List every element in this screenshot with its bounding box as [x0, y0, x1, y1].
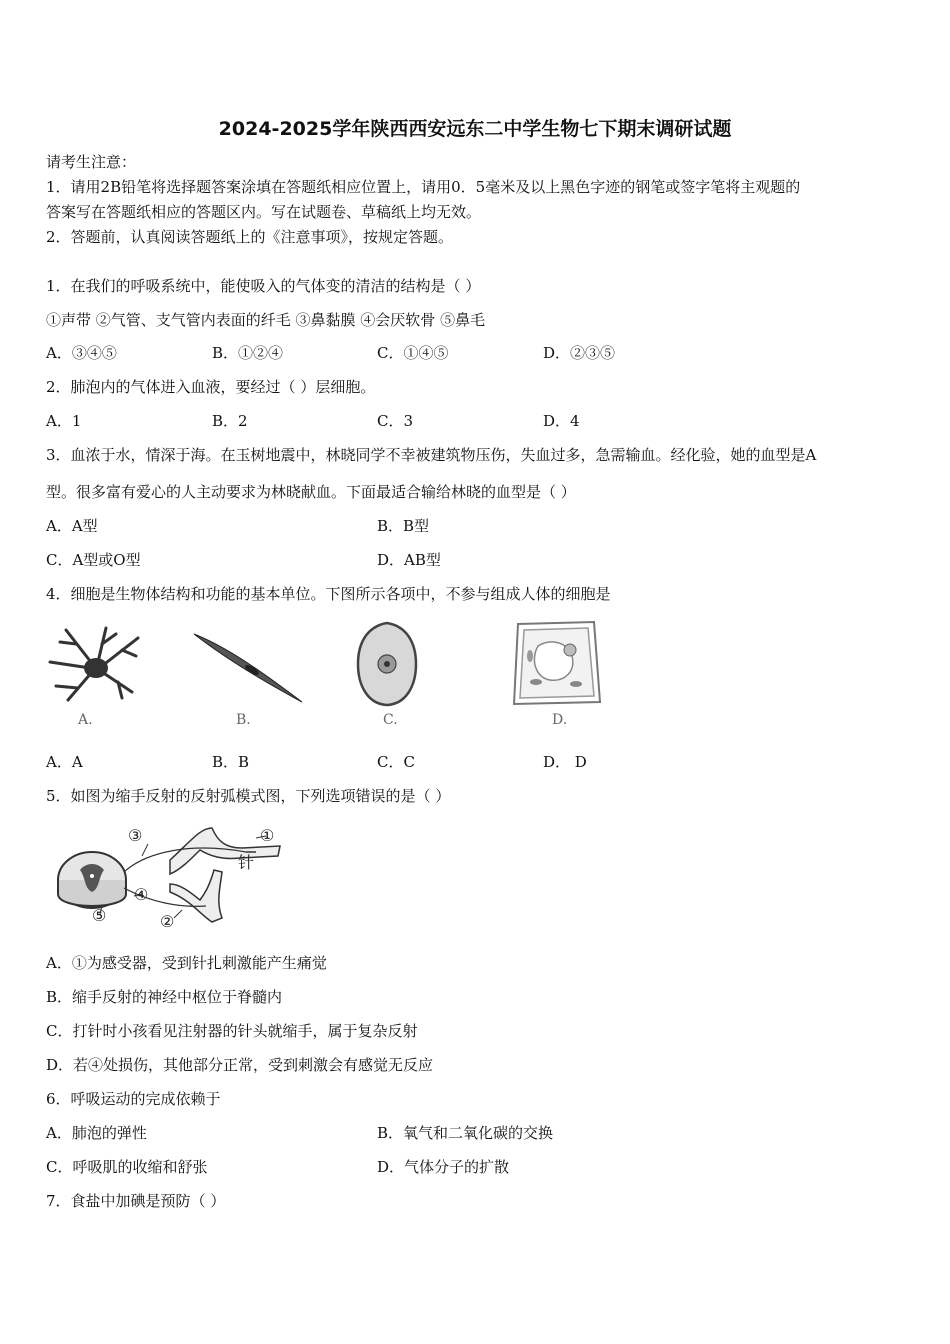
- q4-option-c: C．C: [377, 753, 415, 771]
- q1-option-b: B．①②④: [212, 344, 284, 362]
- q3-option-c: C．A型或O型: [46, 551, 141, 569]
- q5-option-c: C．打针时小孩看见注射器的针头就缩手，属于复杂反射: [46, 1022, 418, 1040]
- reflex-label-1: ①: [260, 826, 275, 845]
- q6-option-c: C．呼吸肌的收缩和舒张: [46, 1158, 208, 1176]
- q4-option-b: B．B: [212, 753, 250, 771]
- reflex-label-needle: 针: [238, 853, 255, 872]
- question-1-stem: 1．在我们的呼吸系统中，能使吸入的气体变的清洁的结构是（ ）: [46, 277, 481, 295]
- notice-heading: 请考生注意：: [46, 153, 137, 171]
- q5-option-a: A．①为感受器，受到针扎刺激能产生痛觉: [46, 954, 327, 972]
- notice-line: 1．请用2B铅笔将选择题答案涂填在答题纸相应位置上，请用0．5毫米及以上黑色字迹的钢笔或签字笔将主观题的: [46, 178, 801, 196]
- q1-option-c: C．①④⑤: [377, 344, 449, 362]
- q1-option-d: D．②③⑤: [543, 344, 616, 362]
- question-1-sub: ①声带 ②气管、支气管内表面的纤毛 ③鼻黏膜 ④会厌软骨 ⑤鼻毛: [46, 311, 486, 329]
- q6-option-a: A．肺泡的弹性: [46, 1124, 147, 1142]
- reflex-label-3: ③: [128, 826, 143, 845]
- q2-option-a: A．1: [46, 412, 82, 430]
- question-7-stem: 7．食盐中加碘是预防（ ）: [46, 1192, 226, 1210]
- fig-a-label: A.: [78, 712, 93, 728]
- q2-option-c: C．3: [377, 412, 414, 430]
- q5-option-d: D．若④处损伤，其他部分正常，受到刺激会有感觉无反应: [46, 1056, 434, 1074]
- round-cell-figure: [354, 620, 420, 708]
- reflex-label-2: ②: [160, 912, 175, 931]
- notice-line: 2．答题前，认真阅读答题纸上的《注意事项》，按规定答题。: [46, 228, 454, 246]
- fig-b-label: B.: [236, 712, 251, 728]
- q3-option-b: B．B型: [377, 517, 430, 535]
- question-2-stem: 2．肺泡内的气体进入血液，要经过（ ）层细胞。: [46, 378, 376, 396]
- reflex-label-4: ④: [134, 885, 149, 904]
- q5-option-b: B．缩手反射的神经中枢位于脊髓内: [46, 988, 283, 1006]
- q3-option-a: A．A型: [46, 517, 98, 535]
- plant-cell-figure: [506, 616, 606, 710]
- q6-option-d: D．气体分子的扩散: [377, 1158, 510, 1176]
- neuron-cell-figure: [46, 622, 146, 708]
- q2-option-b: B．2: [212, 412, 248, 430]
- question-4-stem: 4．细胞是生物体结构和功能的基本单位。下图所示各项中，不参与组成人体的细胞是: [46, 585, 611, 603]
- reflex-label-5: ⑤: [92, 906, 107, 925]
- notice-line: 答案写在答题纸相应的答题区内。写在试题卷、草稿纸上均无效。: [46, 203, 482, 221]
- question-6-stem: 6．呼吸运动的完成依赖于: [46, 1090, 221, 1108]
- question-3-stem-cont: 型。很多富有爱心的人主动要求为林晓献血。下面最适合输给林晓的血型是（ ）: [46, 483, 576, 501]
- page-title: 2024-2025学年陕西西安远东二中学生物七下期末调研试题: [218, 118, 732, 140]
- q3-option-d: D．AB型: [377, 551, 441, 569]
- q4-option-a: A．A: [46, 753, 83, 771]
- fig-d-label: D.: [552, 712, 568, 728]
- q1-option-a: A．③④⑤: [46, 344, 117, 362]
- q6-option-b: B．氧气和二氧化碳的交换: [377, 1124, 554, 1142]
- q4-option-d: D． D: [543, 753, 587, 771]
- fig-c-label: C.: [383, 712, 398, 728]
- q2-option-d: D．4: [543, 412, 580, 430]
- question-5-stem: 5．如图为缩手反射的反射弧模式图，下列选项错误的是（ ）: [46, 787, 451, 805]
- muscle-cell-figure: [190, 628, 306, 706]
- question-3-stem: 3．血浓于水，情深于海。在玉树地震中，林晓同学不幸被建筑物压伤，失血过多，急需输血。经化验，她的血型是A: [46, 446, 817, 464]
